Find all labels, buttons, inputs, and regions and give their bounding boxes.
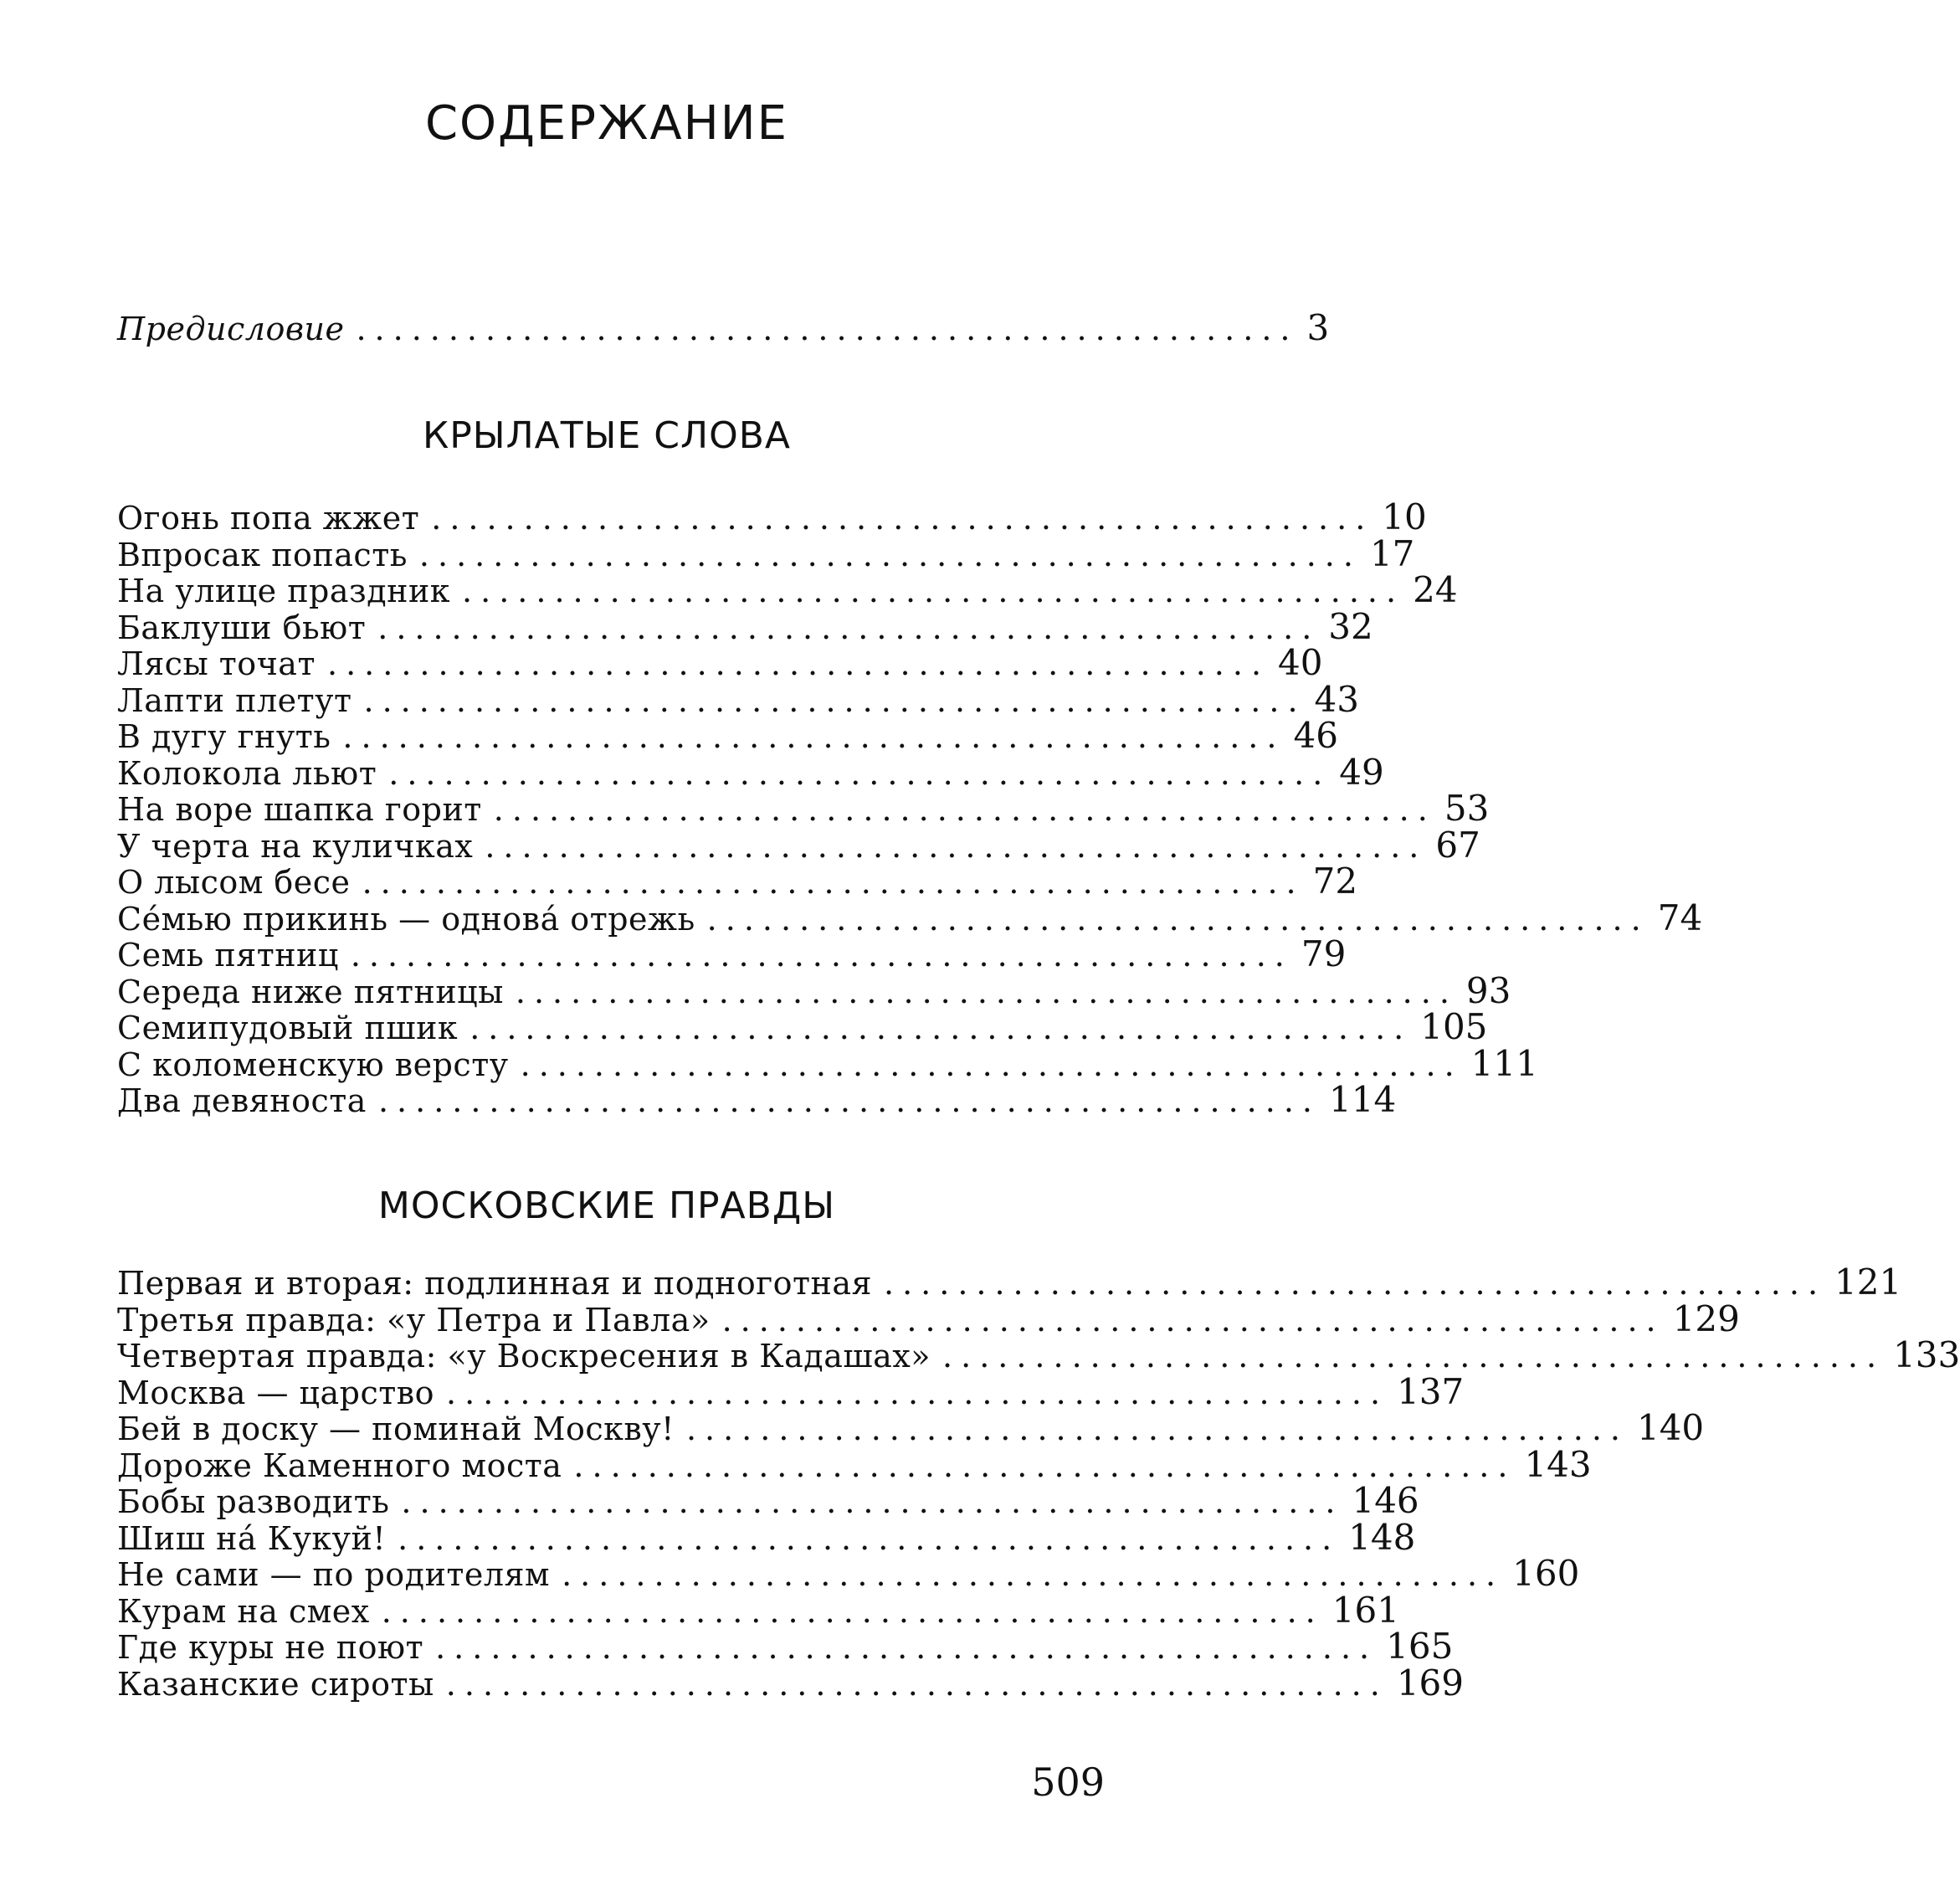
toc-entry-label: Впросак попасть [117, 537, 408, 573]
dot-leader: ................................................... [363, 682, 1306, 719]
dot-leader: ................................................... [362, 864, 1305, 901]
toc-entry-page: 143 [1524, 1444, 1592, 1485]
toc-entry-label: В дугу гнуть [117, 718, 331, 755]
toc-entry-page: 133 [1893, 1334, 1960, 1375]
toc-entry[interactable] [117, 1079, 1397, 1120]
toc-entry[interactable] [117, 606, 1373, 647]
dot-leader: ................................................... [685, 1411, 1629, 1447]
toc-entry-page: 74 [1657, 897, 1703, 938]
toc-entry[interactable] [117, 496, 1427, 537]
dot-leader: ................................................... [342, 718, 1285, 755]
toc-entry-page: 93 [1465, 970, 1511, 1011]
toc-entry[interactable] [117, 533, 1415, 574]
toc-entry-page: 140 [1636, 1407, 1705, 1448]
toc-entry-page: 67 [1435, 825, 1480, 866]
page-title: СОДЕРЖАНИЕ [424, 96, 789, 151]
toc-entry-page: 161 [1331, 1590, 1399, 1631]
toc-entry[interactable] [117, 1298, 1740, 1339]
toc-entry[interactable] [117, 1006, 1488, 1047]
toc-entry[interactable] [117, 1590, 1399, 1631]
toc-entry-page: 129 [1672, 1298, 1740, 1339]
section-heading: МОСКОВСКИЕ ПРАВДЫ [377, 1184, 836, 1227]
toc-entry-label: Бей в доску — поминай Москву! [117, 1411, 675, 1447]
toc-entry[interactable] [117, 1553, 1580, 1594]
toc-entry[interactable] [117, 1407, 1705, 1448]
toc-entry-page: 114 [1329, 1079, 1397, 1120]
toc-entry-label: Середа ниже пятницы [117, 974, 504, 1010]
toc-entry-label: Семь пятниц [117, 937, 339, 974]
toc-entry-label: Предисловие [117, 311, 345, 347]
toc-entry-label: Лясы точат [117, 645, 316, 682]
toc-entry[interactable] [117, 1480, 1419, 1521]
toc-entry-label: Огонь попа жжет [117, 500, 420, 537]
toc-entry-page: 148 [1348, 1517, 1416, 1558]
toc-entry-label: Колокола льют [117, 755, 377, 792]
dot-leader: ................................................... [562, 1556, 1505, 1593]
toc-entry-label: О лысом бесе [117, 864, 351, 901]
page-number: 509 [1031, 1760, 1105, 1805]
dot-leader: ................................................... [356, 311, 1299, 347]
toc-entry-label: Два девяноста [117, 1082, 367, 1119]
dot-leader: ................................................... [398, 1520, 1341, 1557]
toc-entry-label: Не сами — по родителям [117, 1556, 551, 1593]
dot-leader: ................................................... [388, 755, 1331, 792]
toc-entry-page: 137 [1397, 1371, 1465, 1412]
toc-entry[interactable] [117, 897, 1703, 938]
toc-entry[interactable] [117, 752, 1384, 793]
dot-leader: ................................................... [485, 828, 1428, 865]
toc-entry-page: 40 [1278, 642, 1323, 683]
toc-entry-page: 165 [1386, 1626, 1454, 1667]
toc-entry[interactable] [117, 1517, 1416, 1558]
toc-entry-page: 43 [1314, 679, 1359, 720]
toc-entry-label: Где куры не поют [117, 1629, 424, 1666]
toc-entry-page: 79 [1301, 933, 1347, 974]
dot-leader: ................................................... [462, 573, 1405, 609]
toc-entry-page: 111 [1470, 1043, 1538, 1084]
toc-entry-page: 169 [1396, 1662, 1464, 1703]
toc-entry[interactable] [117, 1626, 1454, 1667]
toc-entry-label: Се́мью прикинь — однова́ отрежь [117, 901, 695, 938]
dot-leader: ................................................... [884, 1265, 1827, 1302]
dot-leader: ................................................... [515, 974, 1458, 1010]
toc-entry[interactable] [117, 788, 1490, 829]
dot-leader: ................................................... [327, 645, 1270, 682]
toc-entry-label: Курам на смех [117, 1593, 370, 1630]
toc-entry[interactable] [117, 1662, 1464, 1703]
toc-entry-label: Четвертая правда: «у Воскресения в Кадашах» [117, 1338, 931, 1375]
toc-entry-page: 121 [1834, 1262, 1902, 1303]
dot-leader: ................................................... [435, 1629, 1378, 1666]
toc-entry-page: 105 [1420, 1006, 1488, 1047]
toc-entry[interactable] [117, 933, 1347, 974]
toc-entry-label: На воре шапка горит [117, 791, 482, 828]
dot-leader: ................................................... [431, 500, 1374, 537]
dot-leader: ................................................... [445, 1666, 1388, 1703]
toc-entry-label: Москва — царство [117, 1375, 435, 1411]
dot-leader: ................................................... [377, 1082, 1321, 1119]
toc-entry-label: Шиш на́ Кукуй! [117, 1520, 387, 1557]
toc-entry[interactable] [117, 679, 1359, 720]
toc-entry[interactable] [117, 569, 1458, 610]
dot-leader: ................................................... [493, 791, 1436, 828]
toc-entry-page: 46 [1293, 715, 1338, 756]
toc-entry-label: С коломенскую версту [117, 1046, 509, 1083]
toc-entry[interactable] [117, 1262, 1902, 1303]
toc-entry[interactable] [117, 1371, 1465, 1412]
toc-entry-label: Баклуши бьют [117, 609, 367, 646]
dot-leader: ................................................... [573, 1447, 1516, 1484]
toc-entry[interactable] [117, 970, 1511, 1011]
toc-entry-page: 53 [1444, 788, 1490, 829]
toc-entry-page: 24 [1413, 569, 1458, 610]
toc-entry[interactable] [117, 642, 1323, 683]
dot-leader: ................................................... [721, 1302, 1665, 1339]
toc-entry-page: 72 [1312, 861, 1358, 902]
toc-entry[interactable] [117, 1334, 1960, 1375]
toc-entry[interactable] [117, 1444, 1592, 1485]
toc-entry[interactable] [117, 1043, 1538, 1084]
toc-entry-label: У черта на куличках [117, 828, 474, 865]
section-heading: КРЫЛАТЫЕ СЛОВА [423, 414, 791, 457]
dot-leader: ................................................... [469, 1010, 1413, 1046]
dot-leader: ................................................... [942, 1338, 1886, 1375]
toc-entry-label: На улице праздник [117, 573, 451, 609]
toc-entry-page: 32 [1328, 606, 1373, 647]
toc-entry-page: 146 [1352, 1480, 1419, 1521]
toc-entry-label: Лапти плетут [117, 682, 352, 719]
toc-entry-page: 3 [1306, 307, 1330, 348]
toc-entry[interactable] [117, 825, 1480, 866]
dot-leader: ................................................... [418, 537, 1362, 573]
toc-entry-label: Семипудовый пшик [117, 1010, 459, 1046]
toc-entry-label: Третья правда: «у Петра и Павла» [117, 1302, 711, 1339]
toc-entry-label: Первая и вторая: подлинная и подноготная [117, 1265, 872, 1302]
toc-entry-page: 160 [1512, 1553, 1580, 1594]
toc-entry[interactable] [117, 861, 1358, 902]
toc-entry-page: 49 [1339, 752, 1384, 793]
toc-entry-page: 10 [1382, 496, 1427, 537]
dot-leader: ................................................... [446, 1375, 1389, 1411]
dot-leader: ................................................... [377, 609, 1321, 646]
toc-entry-page: 17 [1369, 533, 1415, 574]
dot-leader: ................................................... [706, 901, 1650, 938]
toc-entry-preface[interactable] [117, 307, 1330, 348]
toc-entry-label: Бобы разводить [117, 1483, 390, 1520]
toc-entry-label: Казанские сироты [117, 1666, 434, 1703]
toc-entry[interactable] [117, 715, 1338, 756]
dot-leader: ................................................... [520, 1046, 1463, 1083]
dot-leader: ................................................... [350, 937, 1293, 974]
dot-leader: ................................................... [401, 1483, 1344, 1520]
toc-entry-label: Дороже Каменного моста [117, 1447, 562, 1484]
dot-leader: ................................................... [381, 1593, 1324, 1630]
